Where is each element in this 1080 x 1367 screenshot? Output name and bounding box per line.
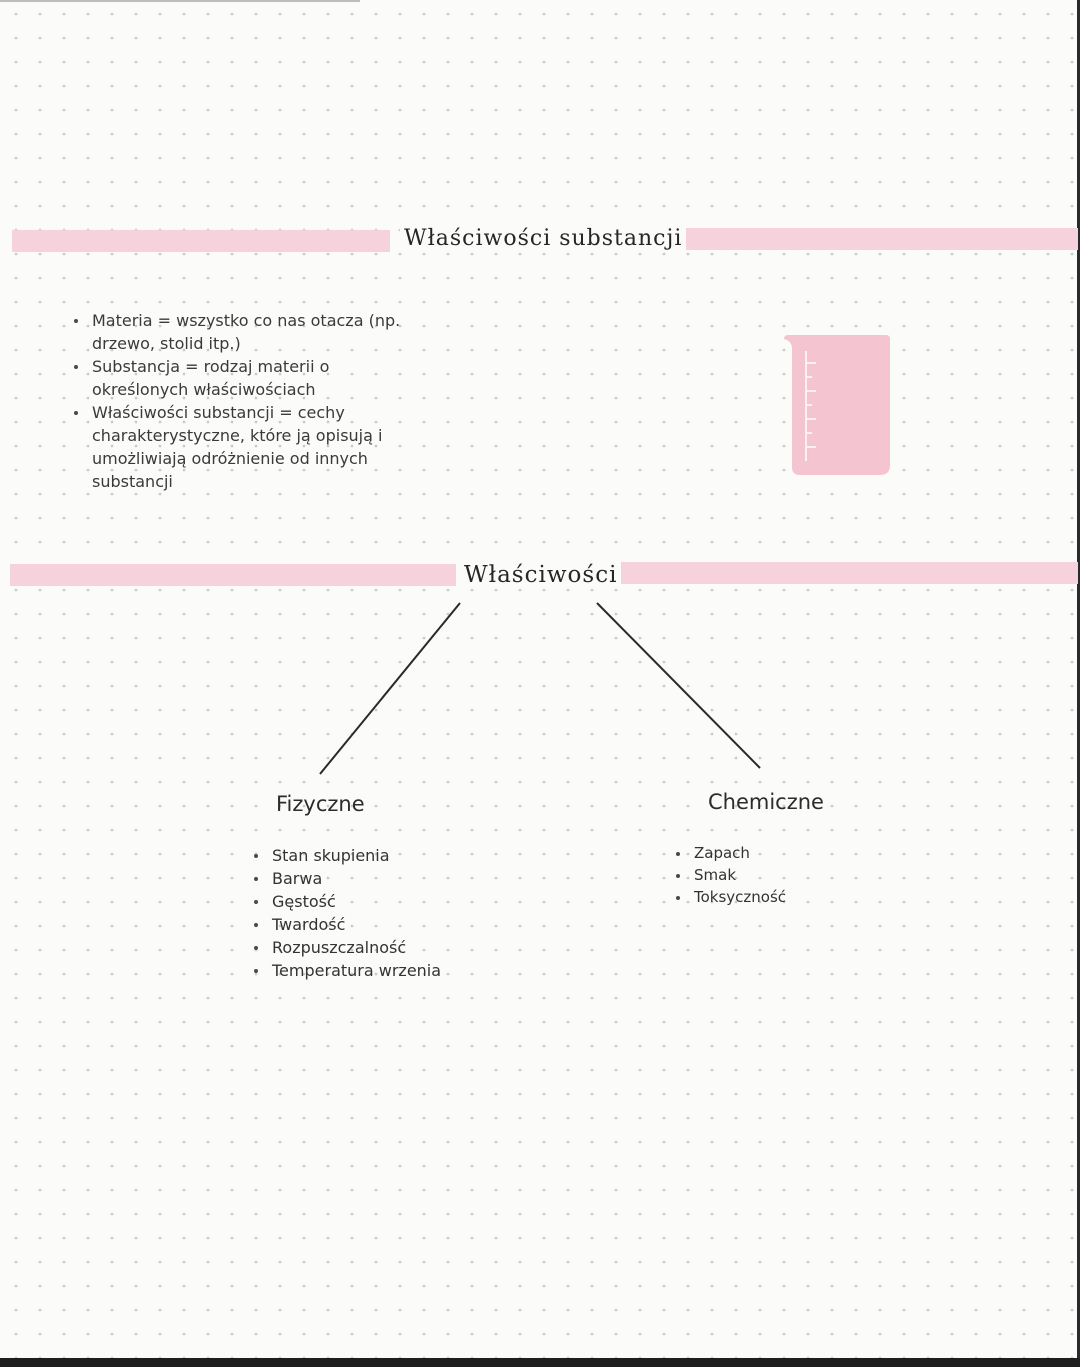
list-item: Stan skupienia — [250, 844, 490, 867]
list-item: Zapach — [672, 842, 872, 864]
list-item: Barwa — [250, 867, 490, 890]
section-band-right — [600, 562, 1078, 584]
scan-edge-top — [0, 0, 360, 2]
title-band-left — [12, 230, 390, 252]
section-band-left — [10, 564, 456, 586]
list-item: Gęstość — [250, 890, 490, 913]
title-band-right — [664, 228, 1078, 250]
chemical-list — [672, 842, 872, 908]
scan-edge-bottom — [0, 1358, 1080, 1367]
list-item: Smak — [672, 864, 872, 886]
connector-right — [597, 603, 760, 768]
list-item: Twardość — [250, 913, 490, 936]
physical-list — [250, 844, 490, 982]
chemical-heading: Chemiczne — [708, 790, 824, 814]
list-item: Rozpuszczalność — [250, 936, 490, 959]
list-item: Substancja = rodzaj materii o określonych właściwościach — [70, 355, 410, 401]
definition-list — [70, 309, 410, 493]
list-item: Właściwości substancji = cechy charakterystyczne, które ją opisują i umożliwiają odróżnienie od innych substancji — [70, 401, 410, 493]
beaker-icon — [782, 333, 892, 477]
list-item: Toksyczność — [672, 886, 872, 908]
section-title: Właściwości — [460, 562, 621, 588]
list-item: Materia = wszystko co nas otacza (np. drzewo, stolid itp.) — [70, 309, 410, 355]
physical-heading: Fizyczne — [276, 792, 365, 816]
connector-left — [320, 603, 460, 774]
list-item: Temperatura wrzenia — [250, 959, 490, 982]
page-title: Właściwości substancji — [400, 226, 686, 251]
